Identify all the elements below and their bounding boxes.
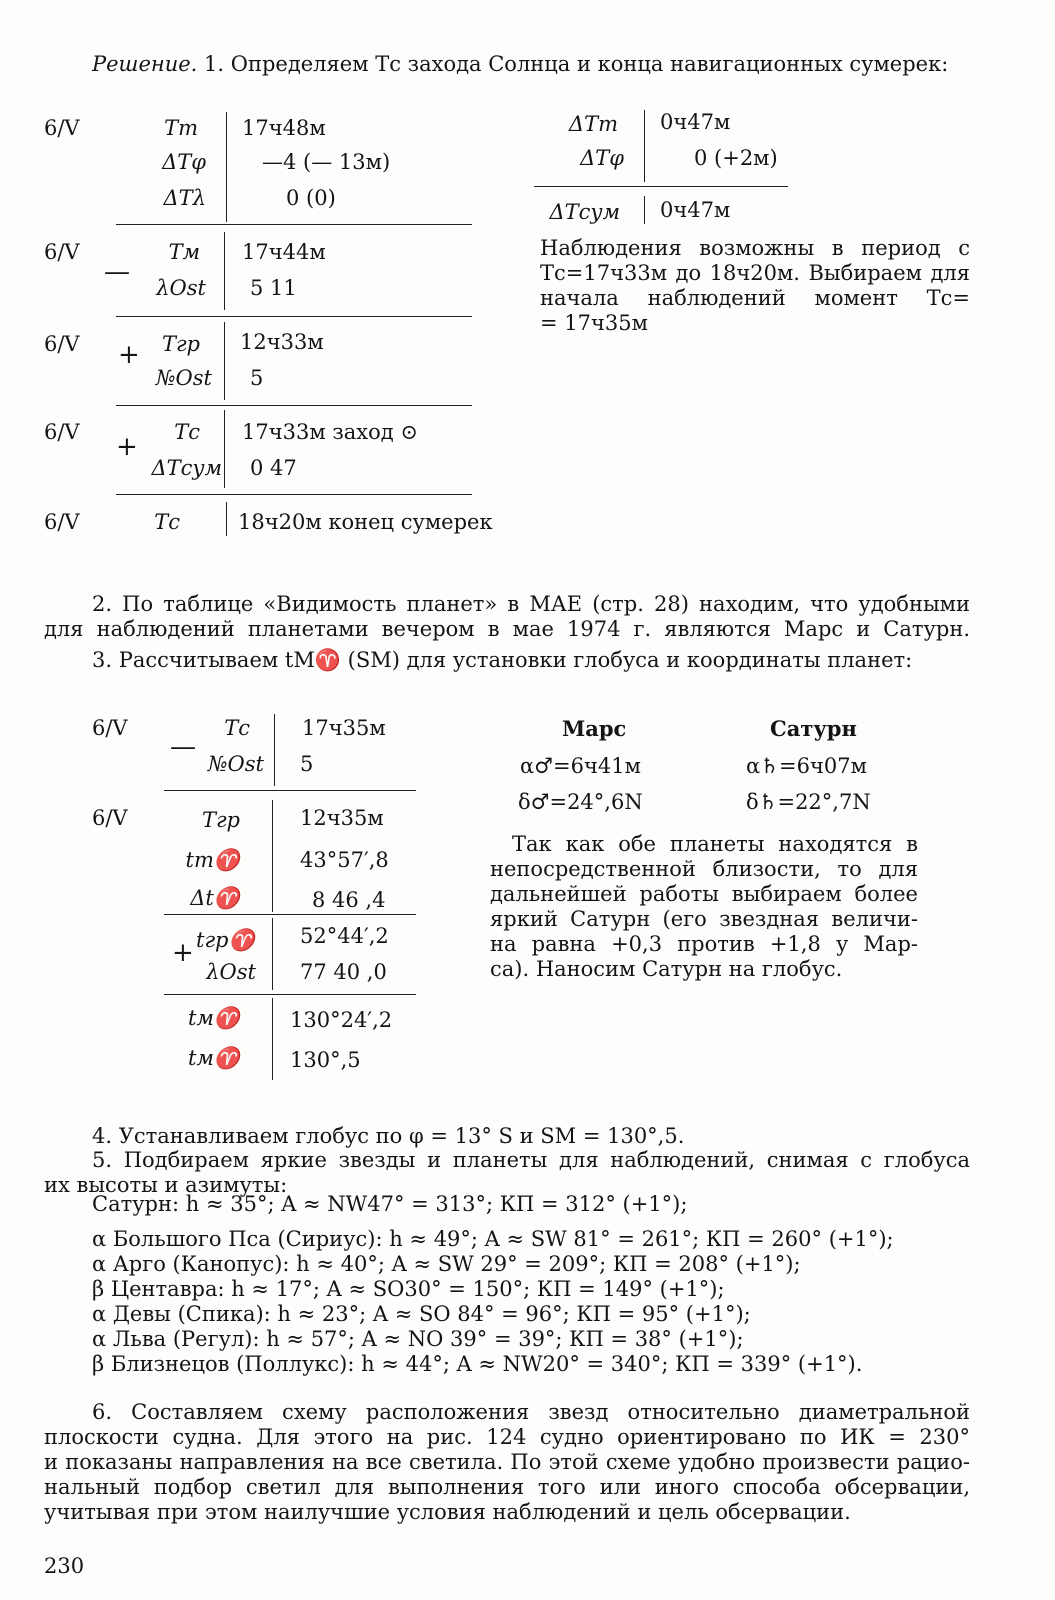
symbol-N-ost: №Ost <box>155 366 212 390</box>
p6-line: и показаны направления на все светила. По этой схеме удобно произвести рацио- <box>44 1450 970 1474</box>
symbol-dT-lambda: ΔTλ <box>163 186 206 210</box>
value: 43°57′,8 <box>300 848 389 872</box>
minus-operator: — <box>104 257 130 287</box>
p6-line: нальный подбор светил для выполнения того или иного способа обсервации, <box>44 1475 970 1499</box>
plus-operator: + <box>116 432 138 462</box>
symbol-dT-phi: ΔTφ <box>580 146 624 170</box>
value: 18ч20м конец сумерек <box>238 510 493 534</box>
value: 17ч33м заход ⊙ <box>242 420 418 444</box>
symbol-dT-sum: ΔTсум <box>549 200 620 224</box>
value: 8 46 ,4 <box>312 888 386 912</box>
symbol-T-t: Tт <box>164 116 198 140</box>
star-list <box>92 1192 894 1377</box>
p5-line: 5. Подбираем яркие звезды и планеты для наблюдений, снимая с глобуса <box>92 1148 970 1172</box>
saturn-heading: Сатурн <box>770 716 857 741</box>
table2-rule <box>164 994 416 995</box>
star-row: α Арго (Канопус): h ≈ 40°; A ≈ SW 29° = 209°; КП = 208° (+1°); <box>92 1252 801 1276</box>
symbol-dT-t: ΔTт <box>568 112 618 136</box>
value: 5 11 <box>250 276 297 300</box>
symbol-T-c: Tс <box>174 420 200 444</box>
saturn-declination: δ♄=22°,7N <box>746 790 871 814</box>
table2-divider <box>272 998 273 1080</box>
value: —4 (— 13м) <box>262 150 391 174</box>
value: 17ч35м <box>302 716 386 740</box>
symbol-dt: Δt♈ <box>190 886 240 910</box>
symbol-dT-sum: ΔTсум <box>151 456 222 480</box>
value: 130°24′,2 <box>290 1008 393 1032</box>
minus-operator: — <box>170 732 196 762</box>
table2-rule <box>164 914 416 915</box>
value: 0ч47м <box>660 198 731 222</box>
star-row: α Девы (Спика): h ≈ 23°; A ≈ SO 84° = 96°; КП = 95° (+1°); <box>92 1302 751 1326</box>
value: 0ч47м <box>660 110 731 134</box>
planet-note <box>490 832 918 982</box>
paragraph-6 <box>44 1400 970 1525</box>
note-line: Так как обе планеты находятся в <box>512 832 918 856</box>
value: 52°44′,2 <box>300 924 389 948</box>
note-line: непосредственной близости, то для <box>490 857 918 881</box>
p5-line: их высоты и азимуты: <box>44 1173 288 1197</box>
p6-line: учитывая при этом наилучшие условия наблюдений и цель обсервации. <box>44 1500 851 1524</box>
symbol-t-m: tм♈ <box>188 1006 240 1030</box>
value: 12ч35м <box>300 806 384 830</box>
value: 0 (+2м) <box>694 146 778 170</box>
paragraph-3: 3. Рассчитываем tМ♈ (SМ) для установки глобуса и координаты планет: <box>92 648 913 672</box>
note-line: са). Наносим Сатурн на глобус. <box>490 957 843 981</box>
date-label: 6/V <box>92 716 128 740</box>
p2-line: 2. По таблице «Видимость планет» в МАЕ (стр. 28) находим, что удобными <box>92 592 970 616</box>
plus-operator: + <box>172 938 194 968</box>
symbol-T-gr: Tгр <box>201 808 240 832</box>
value: 77 40 ,0 <box>300 960 387 984</box>
value: 17ч48м <box>242 116 326 140</box>
star-row: β Близнецов (Поллукс): h ≈ 44°; A ≈ NW20° = 340°; КП = 339° (+1°). <box>92 1352 863 1376</box>
symbol-T-gr: Tгр <box>161 332 200 356</box>
star-row: α Большого Пса (Сириус): h ≈ 49°; A ≈ SW 81° = 261°; КП = 260° (+1°); <box>92 1227 894 1251</box>
symbol-lambda-ost: λOst <box>156 276 206 300</box>
mars-declination: δ♂=24°,6N <box>518 790 643 814</box>
symbol-T-c: Tс <box>224 716 250 740</box>
star-row: β Центавра: h ≈ 17°; A ≈ SO30° = 150°; КП = 149° (+1°); <box>92 1277 725 1301</box>
symbol-T-m: Tм <box>168 240 200 264</box>
date-label: 6/V <box>44 332 80 356</box>
star-row: α Льва (Регул): h ≈ 57°; A ≈ NO 39° = 39°; КП = 38° (+1°); <box>92 1327 744 1351</box>
symbol-lambda-ost: λOst <box>206 960 256 984</box>
note-line: = 17ч35м <box>540 311 648 335</box>
value: 5 <box>300 752 314 776</box>
star-row: Сатурн: h ≈ 35°; A ≈ NW47° = 313°; КП = 312° (+1°); <box>92 1192 688 1216</box>
paragraph-4: 4. Устанавливаем глобус по φ = 13° S и SМ = 130°,5. <box>92 1124 685 1148</box>
note-line: дальнейшей работы выбираем более <box>490 882 918 906</box>
value: 0 47 <box>250 456 297 480</box>
p6-line: 6. Составляем схему расположения звезд относительно диаметральной <box>92 1400 970 1424</box>
value: 130°,5 <box>290 1048 361 1072</box>
note-line: Наблюдения возможны в период с <box>540 236 970 260</box>
symbol-dT-phi: ΔTφ <box>162 150 206 174</box>
date-label: 6/V <box>44 420 80 444</box>
date-label: 6/V <box>44 510 80 534</box>
value: 0 (0) <box>286 186 336 210</box>
intro-text: 1. Определяем Tс захода Солнца и конца навигационных сумерек: <box>204 52 949 76</box>
value: 17ч44м <box>242 240 326 264</box>
p6-line: плоскости судна. Для этого на рис. 124 судно ориентировано по ИК = 230° <box>44 1425 970 1449</box>
date-label: 6/V <box>92 806 128 830</box>
p2-line: для наблюдений планетами вечером в мае 1974 г. являются Марс и Сатурн. <box>44 617 970 641</box>
note-line: начала наблюдений момент Tс= <box>540 286 970 310</box>
page-number: 230 <box>44 1554 85 1578</box>
saturn-right-ascension: α♄=6ч07м <box>746 754 867 778</box>
table2-divider <box>272 918 273 990</box>
symbol-t-gr: tгр♈ <box>196 928 255 952</box>
symbol-t-m: tм♈ <box>188 1046 240 1070</box>
symbol-t-t: tт♈ <box>185 848 240 872</box>
date-label: 6/V <box>44 240 80 264</box>
intro-lead: Решение. <box>92 52 198 76</box>
mars-heading: Марс <box>562 716 627 741</box>
date-label: 6/V <box>44 116 80 140</box>
note-line: Tс=17ч33м до 18ч20м. Выбираем для <box>540 261 970 285</box>
note-line: на равна +0,3 против +1,8 у Мар- <box>490 932 918 956</box>
value: 12ч33м <box>240 330 324 354</box>
paragraph-5 <box>44 1148 970 1198</box>
mars-right-ascension: α♂=6ч41м <box>520 754 641 778</box>
value: 5 <box>250 366 264 390</box>
plus-operator: + <box>118 340 140 370</box>
symbol-N-ost: №Ost <box>207 752 264 776</box>
note-line: яркий Сатурн (его звездная величи- <box>490 907 918 931</box>
symbol-T-c: Tс <box>154 510 180 534</box>
